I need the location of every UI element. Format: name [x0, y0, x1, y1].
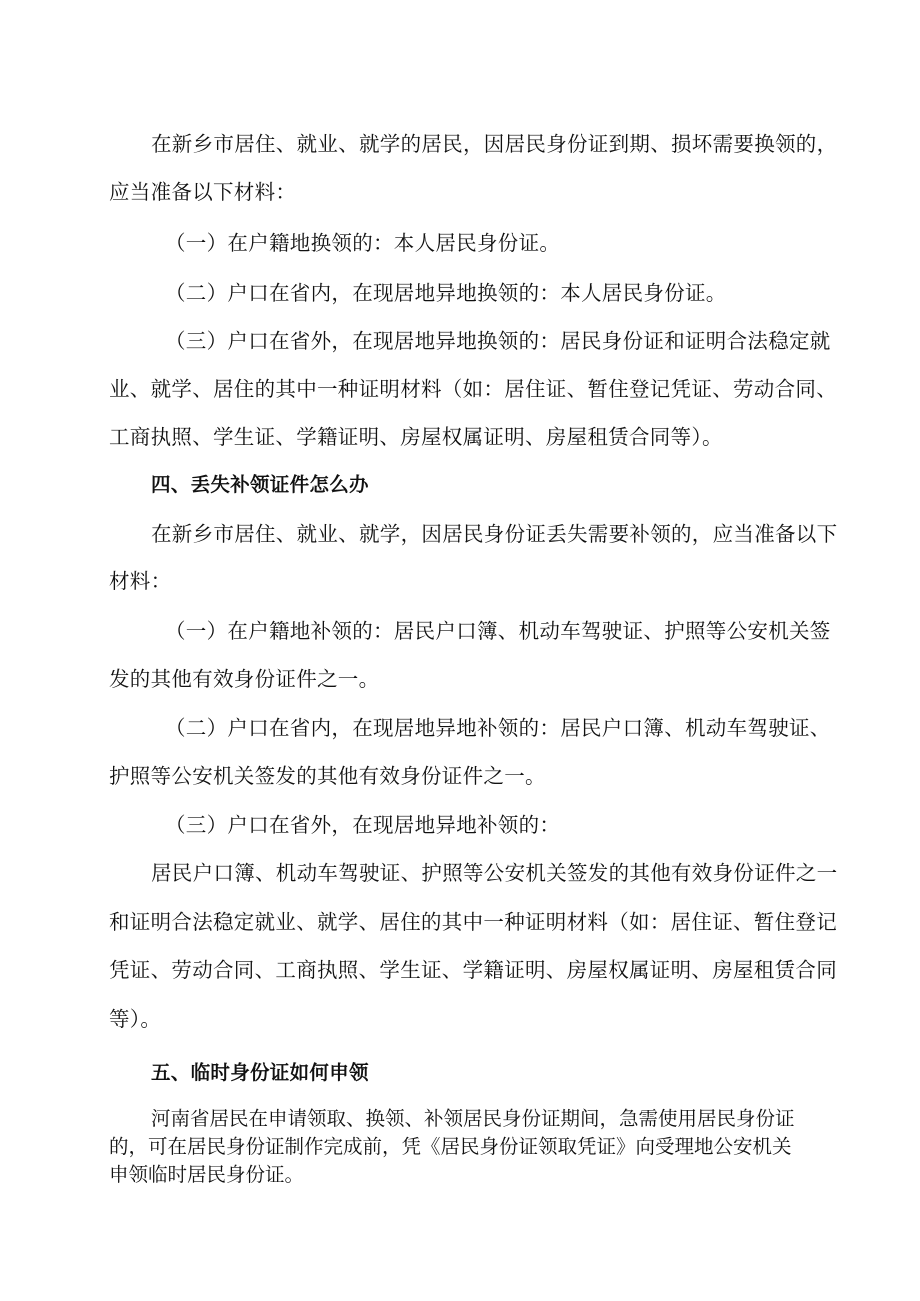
- paragraph-line: 的，可在居民身份证制作完成前，凭《居民身份证领取凭证》向受理地公安机关: [109, 1135, 792, 1158]
- paragraph-line: 发的其他有效身份证件之一。: [109, 667, 380, 691]
- paragraph-line: 应当准备以下材料：: [109, 180, 297, 204]
- paragraph-line: （二）户口在省内，在现居地异地补领的：居民户口簿、机动车驾驶证、: [165, 716, 831, 740]
- paragraph-line: 在新乡市居住、就业、就学，因居民身份证丢失需要补领的，应当准备以下: [151, 522, 838, 546]
- paragraph-line: 业、就学、居住的其中一种证明材料（如：居住证、暂住登记凭证、劳动合同、: [109, 377, 837, 401]
- paragraph-line: （二）户口在省内，在现居地异地换领的：本人居民身份证。: [165, 281, 727, 305]
- section-heading: 五、临时身份证如何申领: [151, 1061, 369, 1084]
- paragraph-line: 河南省居民在申请领取、换领、补领居民身份证期间，急需使用居民身份证: [151, 1107, 795, 1130]
- section-heading: 四、丢失补领证件怎么办: [151, 473, 369, 496]
- paragraph-line: （一）在户籍地换领的：本人居民身份证。: [165, 231, 561, 255]
- paragraph-line: 申领临时居民身份证。: [109, 1163, 305, 1186]
- paragraph-line: （一）在户籍地补领的：居民户口簿、机动车驾驶证、护照等公安机关签: [165, 619, 831, 643]
- paragraph-line: 护照等公安机关签发的其他有效身份证件之一。: [109, 764, 546, 788]
- paragraph-line: 工商执照、学生证、学籍证明、房屋权属证明、房屋租赁合同等）。: [109, 425, 723, 449]
- paragraph-line: 凭证、劳动合同、工商执照、学生证、学籍证明、房屋权属证明、房屋租赁合同: [109, 958, 837, 982]
- paragraph-line: （三）户口在省外，在现居地异地换领的：居民身份证和证明合法稳定就: [165, 329, 831, 353]
- paragraph-line: 居民户口簿、机动车驾驶证、护照等公安机关签发的其他有效身份证件之一: [151, 861, 838, 885]
- paragraph-line: （三）户口在省外，在现居地异地补领的：: [165, 813, 561, 837]
- paragraph-line: 材料：: [109, 569, 172, 593]
- paragraph-line: 在新乡市居住、就业、就学的居民，因居民身份证到期、损坏需要换领的，: [151, 132, 838, 156]
- paragraph-line: 和证明合法稳定就业、就学、居住的其中一种证明材料（如：居住证、暂住登记: [109, 910, 837, 934]
- paragraph-line: 等）。: [109, 1007, 162, 1031]
